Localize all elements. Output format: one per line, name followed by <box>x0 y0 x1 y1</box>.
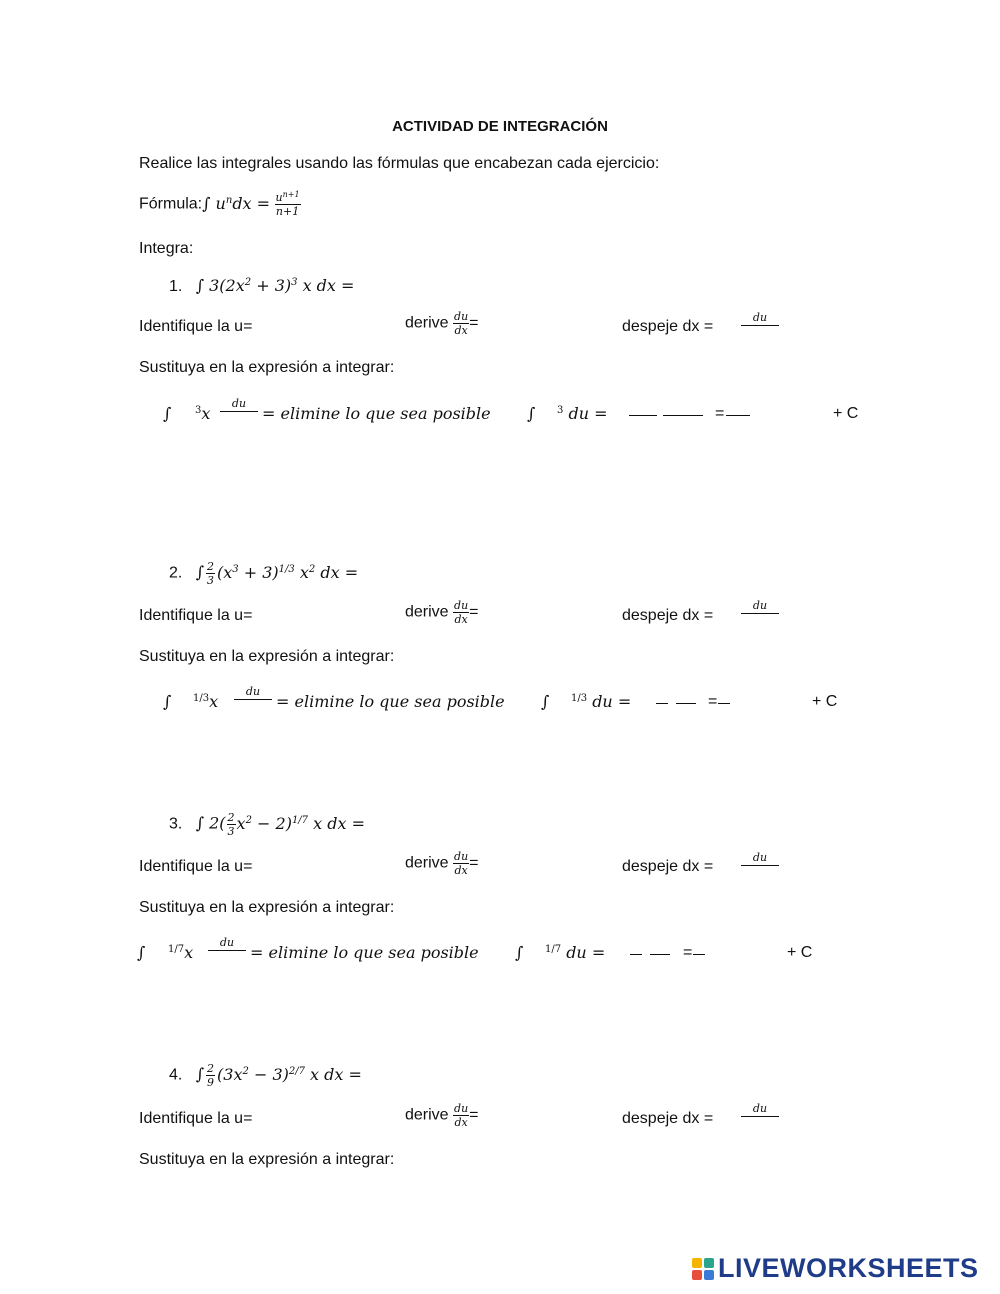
despeje-dx-label: despeje dx = <box>622 607 714 624</box>
eliminate-text: = elimine lo que sea posible <box>276 692 505 711</box>
substitute-label: Sustituya en la expresión a integrar: <box>139 648 395 665</box>
plus-c: + C <box>833 405 859 422</box>
answer-line <box>718 703 730 704</box>
derive-du-dx: derive $\frac{du}{dx}$ = <box>405 850 479 877</box>
exercise-1-problem: 1. ∫ $3(2x^2 + 3)^3$ x dx = <box>169 276 355 295</box>
logo-square <box>692 1270 702 1280</box>
logo-square <box>704 1258 714 1268</box>
integral-sign: ∫ <box>515 943 524 962</box>
answer-line <box>650 954 670 955</box>
identify-u-label: Identifique la u= <box>139 318 253 335</box>
plus-c: + C <box>787 944 813 961</box>
equals-sign: = <box>683 944 693 961</box>
substitute-label: Sustituya en la expresión a integrar: <box>139 899 395 916</box>
answer-line <box>693 954 705 955</box>
exercise-3-problem: 3. ∫ 2( $\frac{2}{3}$ $x^2 - 2)^{1/7}$ x dx = <box>169 811 365 838</box>
logo-mark-icon <box>692 1258 714 1280</box>
formula-label: Fórmula: <box>139 195 203 213</box>
despeje-fraction: du <box>741 851 779 866</box>
formula: Fórmula:∫ $u^ndx$ = $\frac{u^{n+1}}{n+1}$ <box>139 190 300 218</box>
simplified-integrand: $^{1/7}$ du = <box>545 943 606 962</box>
answer-line <box>629 415 657 416</box>
exercise-4-problem: 4. ∫ $\frac{2}{9}$ $(3x^2 - 3)^{2/7}$ x dx = <box>169 1062 362 1089</box>
derive-du-dx: derive $\frac{du}{dx}$ = <box>405 1102 479 1129</box>
answer-line <box>676 703 696 704</box>
equals-sign: = <box>715 405 725 422</box>
eliminate-text: = elimine lo que sea posible <box>250 943 479 962</box>
despeje-dx-label: despeje dx = <box>622 318 714 335</box>
integral-sign: ∫ <box>527 404 536 423</box>
derive-du-dx: derive $\frac{du}{dx}$ = <box>405 310 479 337</box>
identify-u-label: Identifique la u= <box>139 607 253 624</box>
logo-text: LIVEWORKSHEETS <box>718 1253 979 1283</box>
answer-line <box>656 703 668 704</box>
exercise-2-problem: 2. ∫ $\frac{2}{3}$ $(x^3 + 3)^{1/3}$ $x^2$ dx = <box>169 560 359 587</box>
substitution-fraction: du <box>220 397 258 412</box>
liveworksheets-logo[interactable] <box>692 1253 979 1284</box>
integral-sign: ∫ <box>163 692 172 711</box>
despeje-dx-label: despeje dx = <box>622 1110 714 1127</box>
substitution-integrand: $^{1/7}$x <box>168 943 194 962</box>
page-title: ACTIVIDAD DE INTEGRACIÓN <box>392 118 608 135</box>
formula-fraction: $\frac{u^{n+1}}{n+1}$ <box>275 190 300 218</box>
identify-u-label: Identifique la u= <box>139 1110 253 1127</box>
simplified-integrand: $^{1/3}$ du = <box>571 692 632 711</box>
simplified-integrand: $^3$ du = <box>557 404 608 423</box>
integral-sign: ∫ <box>163 404 172 423</box>
logo-square <box>704 1270 714 1280</box>
substitute-label: Sustituya en la expresión a integrar: <box>139 359 395 376</box>
substitute-label: Sustituya en la expresión a integrar: <box>139 1151 395 1168</box>
despeje-dx-label: despeje dx = <box>622 858 714 875</box>
logo-square <box>692 1258 702 1268</box>
despeje-fraction: du <box>741 599 779 614</box>
despeje-fraction: du <box>741 1102 779 1117</box>
instructions: Realice las integrales usando las fórmulas que encabezan cada ejercicio: <box>139 155 660 172</box>
equals-sign: = <box>708 693 718 710</box>
answer-line <box>663 415 703 416</box>
substitution-integrand: $^3$x <box>195 404 211 423</box>
answer-line <box>726 415 750 416</box>
answer-line <box>630 954 642 955</box>
substitution-fraction: du <box>208 936 246 951</box>
plus-c: + C <box>812 693 838 710</box>
substitution-fraction: du <box>234 685 272 700</box>
eliminate-text: = elimine lo que sea posible <box>262 404 491 423</box>
integral-sign: ∫ <box>541 692 550 711</box>
integra-label: Integra: <box>139 240 194 257</box>
identify-u-label: Identifique la u= <box>139 858 253 875</box>
substitution-integrand: $^{1/3}$x <box>193 692 219 711</box>
derive-du-dx: derive $\frac{du}{dx}$ = <box>405 599 479 626</box>
integral-sign: ∫ <box>137 943 146 962</box>
despeje-fraction: du <box>741 311 779 326</box>
